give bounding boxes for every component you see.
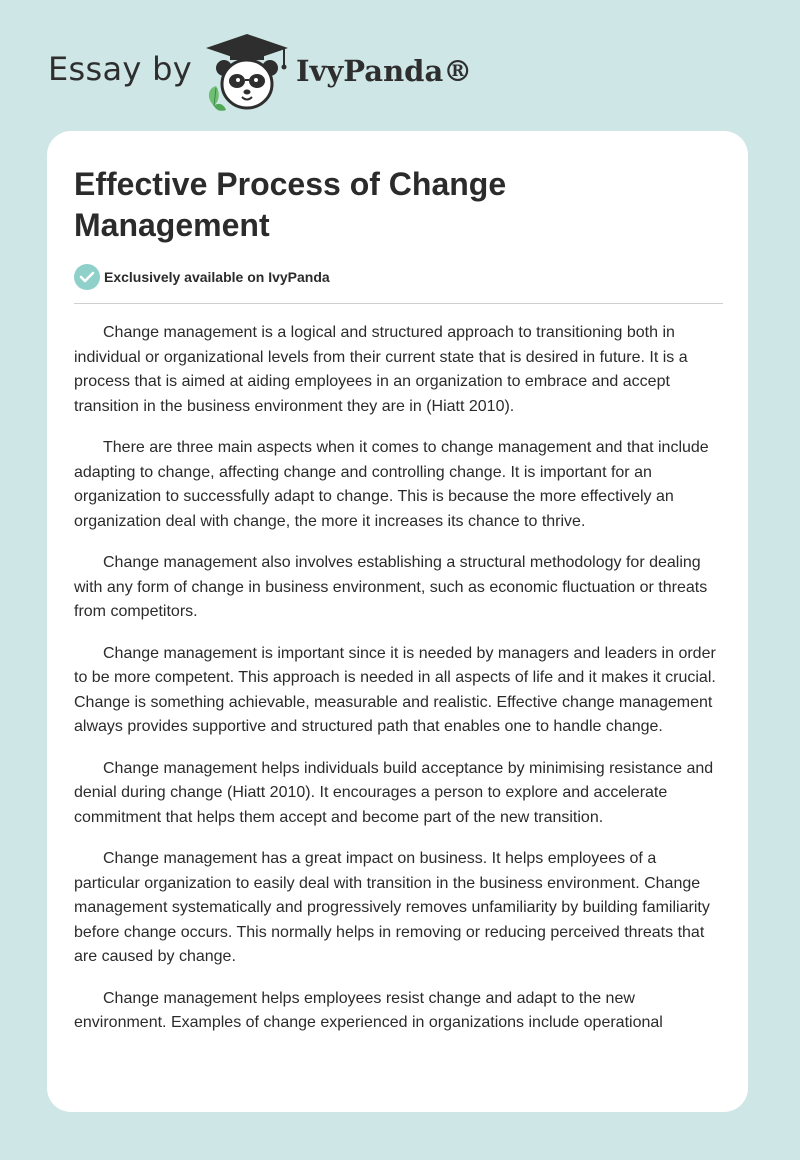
panda-graduate-icon[interactable]: [200, 32, 294, 114]
paragraph: Change management is a logical and structured approach to transitioning both in individual or organizational levels from their current state that is desired in future. It is a process that is aimed at aiding employees in an organization to embrace and accept transition in the business environment they are in (Hiatt 2010).: [74, 324, 688, 415]
page-title: Effective Process of Change Management: [74, 166, 507, 243]
essay-by-label: Essay by: [48, 50, 192, 88]
exclusive-badge: [74, 264, 330, 290]
paragraph: Change management also involves establishing a structural methodology for dealing with any form of change in business environment, such as economic fluctuation or threats from competitors.: [74, 554, 708, 620]
paragraph: Change management is important since it is needed by managers and leaders in order to be more competent. This approach is needed in all aspects of life and it makes it crucial. Change is something achievable, measurable and realistic. Effective change management always provides supportive and structured path that enables one to handle change.: [74, 644, 716, 735]
site-header: [48, 28, 473, 118]
title-divider: [74, 303, 723, 304]
check-circle-icon: [74, 264, 100, 290]
exclusive-badge-text: Exclusively available on IvyPanda: [104, 269, 330, 285]
essay-card: [47, 131, 748, 1112]
paragraph: Change management helps employees resist change and adapt to the new environment. Examples of change experienced in organizations include operational: [74, 989, 663, 1031]
paragraph: There are three main aspects when it comes to change management and that include adapting to change, affecting change and controlling change. It is important for an organization to successfully adapt to change. This is because the more effectively an organization deal with change, the more it increases its chance to thrive.: [74, 439, 709, 530]
paragraph: Change management helps individuals build acceptance by minimising resistance and denial during change (Hiatt 2010). It encourages a person to explore and accelerate commitment that helps them accept and become part of the new transition.: [74, 759, 714, 826]
brand-name[interactable]: IvyPanda®: [296, 54, 473, 88]
essay-body: [74, 321, 726, 1053]
paragraph: Change management has a great impact on business. It helps employees of a particular organization to easily deal with transition in the business environment. Change management systematically and progressively removes unfamiliarity by building familiarity before change occurs. This normally helps in removing or reducing perceived threats that are caused by change.: [74, 850, 710, 965]
